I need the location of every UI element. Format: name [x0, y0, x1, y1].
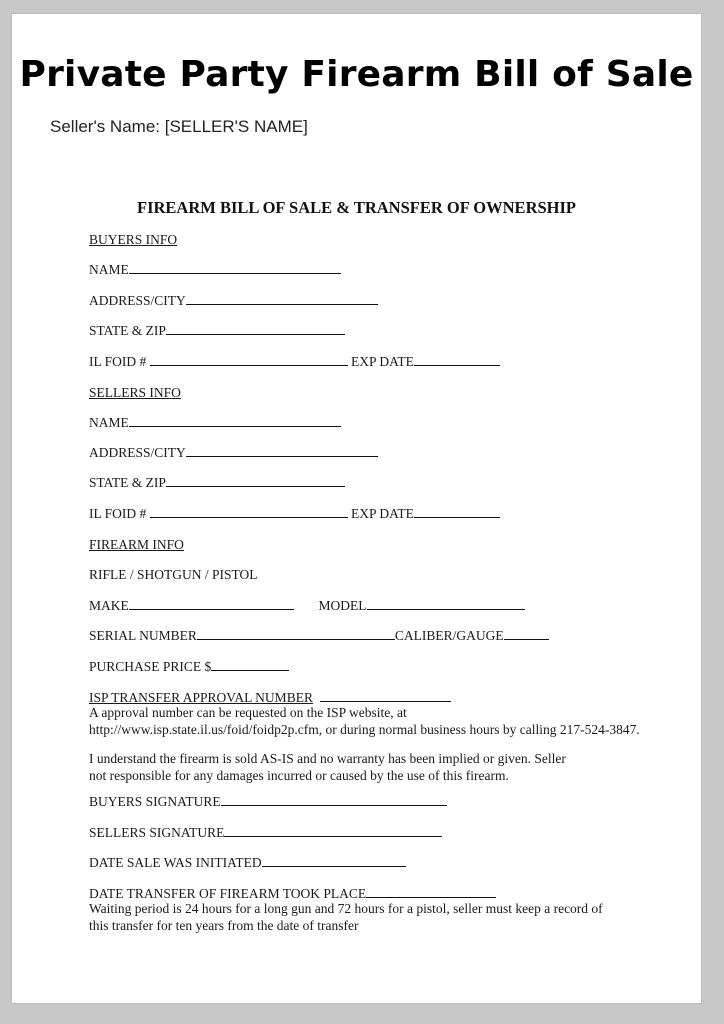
waiting-period-note: Waiting period is 24 hours for a long gun and 72 hours for a pistol, seller must keep a record of this transfer for ten years from the date of transfer	[89, 901, 603, 933]
buyer-state-zip-field[interactable]: STATE & ZIP	[89, 323, 345, 339]
buyer-name-blank[interactable]	[129, 262, 341, 274]
buyers-info-heading: BUYERS INFO	[89, 232, 178, 247]
seller-address-field[interactable]: ADDRESS/CITY	[89, 445, 378, 461]
seller-address-blank[interactable]	[186, 445, 378, 457]
buyer-state-zip-blank[interactable]	[166, 323, 345, 335]
price-blank[interactable]	[211, 659, 289, 671]
cropped-seller-name-line: Seller's Name: [SELLER'S NAME]	[50, 117, 308, 136]
seller-signature-blank[interactable]	[224, 825, 442, 837]
date-transfer-field[interactable]: DATE TRANSFER OF FIREARM TOOK PLACE	[89, 886, 496, 902]
buyer-exp-label: EXP DATE	[351, 354, 414, 369]
buyer-address-blank[interactable]	[186, 293, 378, 305]
seller-state-zip-field[interactable]: STATE & ZIP	[89, 475, 345, 491]
make-model-field[interactable]: MAKE MODEL	[89, 598, 525, 614]
seller-foid-blank[interactable]	[150, 506, 348, 518]
purchase-price-field[interactable]: PURCHASE PRICE $	[89, 659, 289, 675]
model-blank[interactable]	[367, 598, 525, 610]
seller-foid-field[interactable]: IL FOID # EXP DATE	[89, 506, 500, 522]
buyer-exp-blank[interactable]	[414, 354, 500, 366]
serial-caliber-field[interactable]: SERIAL NUMBER CALIBER/GAUGE	[89, 628, 549, 644]
firearm-info-heading: FIREARM INFO	[89, 537, 184, 552]
sellers-info-heading: SELLERS INFO	[89, 385, 181, 400]
document-page	[12, 14, 701, 1003]
buyer-foid-field[interactable]: IL FOID # EXP DATE	[89, 354, 500, 370]
date-initiated-blank[interactable]	[262, 855, 406, 867]
isp-note: A approval number can be requested on the ISP website, at http://www.isp.state.il.us/foid/foidp2p.cfm, or during normal business hours by calling 217-524-3847.	[89, 705, 640, 737]
form-heading: FIREARM BILL OF SALE & TRANSFER OF OWNERSHIP	[137, 198, 576, 217]
page-title: Private Party Firearm Bill of Sale	[19, 54, 694, 95]
buyer-foid-blank[interactable]	[150, 354, 348, 366]
seller-exp-blank[interactable]	[414, 506, 500, 518]
caliber-label: CALIBER/GAUGE	[394, 628, 504, 643]
make-blank[interactable]	[129, 598, 294, 610]
buyer-signature-field[interactable]: BUYERS SIGNATURE	[89, 794, 447, 810]
date-initiated-field[interactable]: DATE SALE WAS INITIATED	[89, 855, 406, 871]
buyer-signature-blank[interactable]	[221, 794, 447, 806]
seller-signature-field[interactable]: SELLERS SIGNATURE	[89, 825, 442, 841]
firearm-type-options[interactable]: RIFLE / SHOTGUN / PISTOL	[89, 567, 258, 582]
isp-approval-field[interactable]: ISP TRANSFER APPROVAL NUMBER	[89, 690, 451, 706]
buyer-name-field[interactable]: NAME	[89, 262, 341, 278]
caliber-blank[interactable]	[504, 628, 549, 640]
date-transfer-blank[interactable]	[366, 886, 496, 898]
seller-exp-label: EXP DATE	[351, 506, 414, 521]
seller-state-zip-blank[interactable]	[166, 475, 345, 487]
serial-blank[interactable]	[197, 628, 395, 640]
seller-name-blank[interactable]	[129, 415, 341, 427]
as-is-disclaimer: I understand the firearm is sold AS-IS and no warranty has been implied or given. Seller not responsible for any damages incurred or caused by the use of this firearm.	[89, 751, 566, 783]
model-label: MODEL	[318, 598, 367, 613]
buyer-address-field[interactable]: ADDRESS/CITY	[89, 293, 378, 309]
isp-approval-blank[interactable]	[320, 690, 451, 702]
seller-name-field[interactable]: NAME	[89, 415, 341, 431]
